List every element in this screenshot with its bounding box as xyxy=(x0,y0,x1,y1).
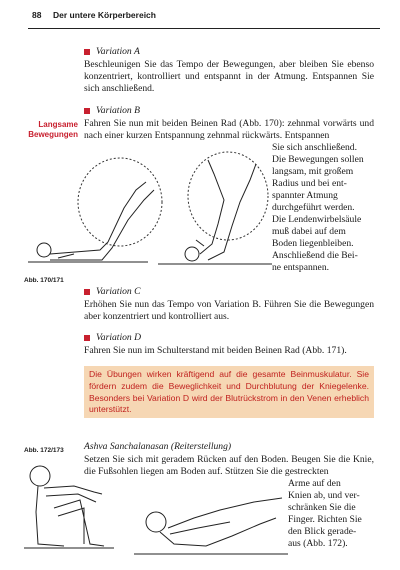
info-box-text: Die Übungen wirken kräftigend auf die gesamte Beinmuskulatur. Sie fördern zudem die Beweglichkeit und Durchblutung der Kniegelenke. Besonders bei Variation D wird der Blutrückstrom in den Venen erheblich unterstützt. xyxy=(89,369,369,415)
variation-a-heading xyxy=(84,46,140,57)
ashva-title: Ashva Sanchalanasan (Reiterstellung) xyxy=(84,441,232,452)
red-square-bullet-icon xyxy=(84,289,90,295)
caption-abb-172-173: Abb. 172/173 xyxy=(24,447,64,454)
variation-b-right-line: durchgeführt werden. xyxy=(272,202,355,213)
ashva-heading xyxy=(84,441,231,452)
variation-b-right-column xyxy=(272,142,374,274)
red-square-bullet-icon xyxy=(84,335,90,341)
illustration-reiterstellung xyxy=(24,456,288,560)
variation-c-title: Variation C xyxy=(96,286,141,297)
variation-a-text: Beschleunigen Sie das Tempo der Bewegungen, aber bleiben Sie ebenso konzentriert, kontrolliert und entspannt in der Atmung. Entspannen Sie sich anschließend. xyxy=(84,59,374,94)
figure-seated-arms-extended xyxy=(24,466,114,548)
variation-b-right-line: spannter Atmung xyxy=(272,190,338,201)
variation-b-right-line: langsam, mit großem xyxy=(272,166,354,177)
caption-abb-170-171: Abb. 170/171 xyxy=(24,277,64,284)
figure-shoulder-stand-cycling xyxy=(158,152,272,264)
ashva-right-line: schränken Sie die xyxy=(288,502,356,513)
variation-c-text: Erhöhen Sie nun das Tempo von Variation B. Führen Sie die Bewegungen aber konzentriert und kontrolliert aus. xyxy=(84,299,374,322)
ashva-right-line: Knien ab, und ver- xyxy=(288,490,360,501)
ashva-right-column xyxy=(288,478,374,550)
red-square-bullet-icon xyxy=(84,108,90,114)
illustration-leg-cycling xyxy=(28,150,272,272)
red-square-bullet-icon xyxy=(84,49,90,55)
figure-lying-cycling xyxy=(28,158,162,262)
variation-b-right-line: Sie sich anschließend. xyxy=(272,142,357,153)
header-rule xyxy=(28,28,380,29)
variation-b-right-line: Anschließend die Bei- xyxy=(272,250,358,261)
side-note xyxy=(22,120,78,140)
page-number: 88 xyxy=(32,10,42,20)
side-note-line2: Bewegungen xyxy=(28,130,78,139)
info-box xyxy=(84,366,374,418)
variation-b-title: Variation B xyxy=(96,105,140,116)
variation-b-right-line: Radius und bei ent- xyxy=(272,178,347,189)
figure-boat-pose xyxy=(134,498,288,554)
variation-b-right-line: muß dabei auf dem xyxy=(272,226,346,237)
variation-b-right-line: Die Bewegungen sollen xyxy=(272,154,364,165)
variation-c-heading xyxy=(84,286,141,297)
ashva-right-line: aus (Abb. 172). xyxy=(288,538,348,549)
ashva-right-line: den Blick gerade- xyxy=(288,526,357,537)
variation-d-text: Fahren Sie nun im Schulterstand mit beiden Beinen Rad (Abb. 171). xyxy=(84,345,347,356)
ashva-text: Setzen Sie sich mit geradem Rücken auf den Boden. Beugen Sie die Knie, die Fußsohlen liegen am Boden auf. Stützen Sie die gestreckten xyxy=(84,454,374,477)
variation-a-title: Variation A xyxy=(96,46,140,57)
ashva-right-line: Finger. Richten Sie xyxy=(288,514,362,525)
variation-b-right-line: Boden liegenbleiben. xyxy=(272,238,354,249)
side-note-line1: Langsame xyxy=(38,120,78,129)
variation-b-intro: Fahren Sie nun mit beiden Beinen Rad (Abb. 170): zehnmal vorwärts und nach einer kurzen Entspannung zehnmal rückwärts. Entspannen xyxy=(84,118,374,141)
ashva-right-line: Arme auf den xyxy=(288,478,341,489)
variation-b-right-line: ne entspannen. xyxy=(272,262,330,273)
variation-d-title: Variation D xyxy=(96,332,142,343)
chapter-title: Der untere Körperbereich xyxy=(53,10,156,20)
variation-d-heading xyxy=(84,332,141,343)
variation-b-right-line: Die Lendenwirbelsäule xyxy=(272,214,362,225)
variation-b-heading xyxy=(84,105,140,116)
